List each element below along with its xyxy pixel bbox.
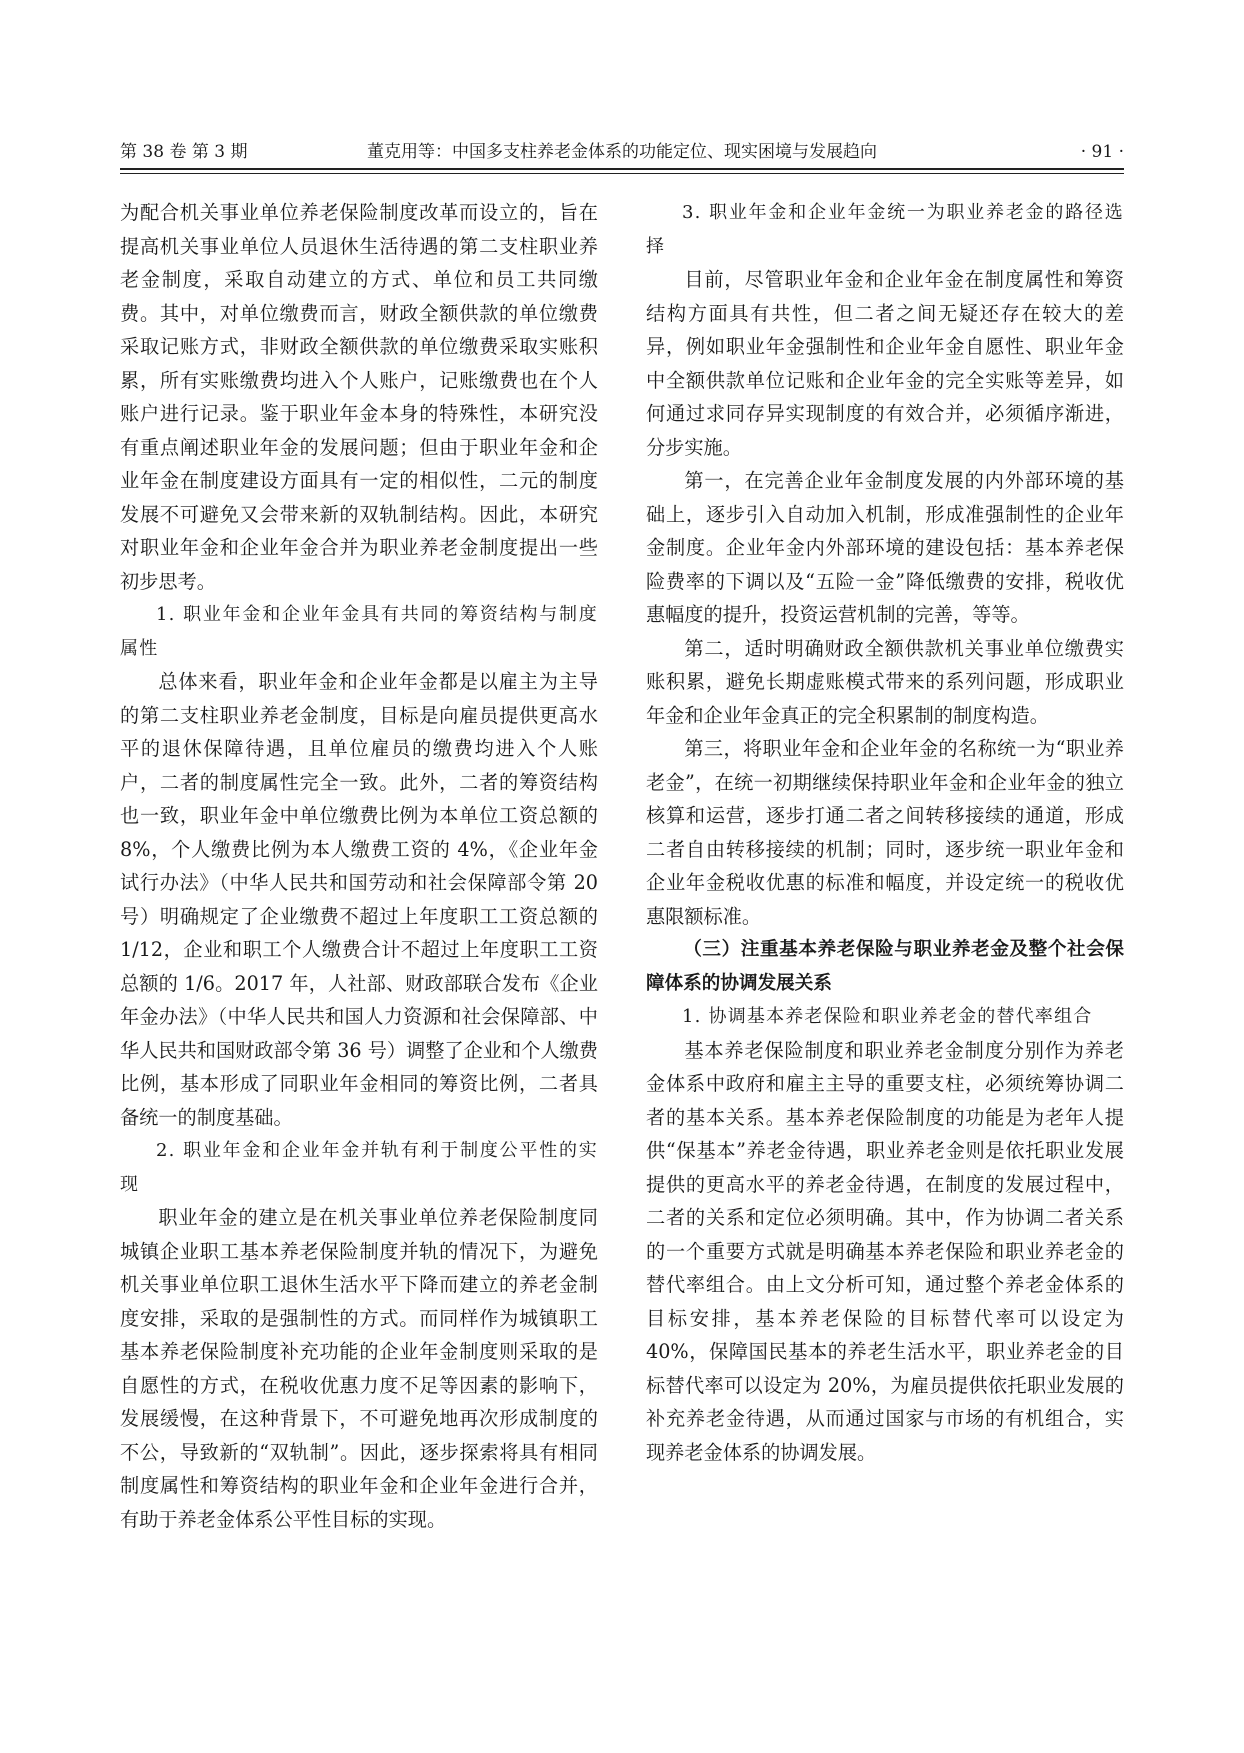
paragraph: 基本养老保险制度和职业养老金制度分别作为养老金体系中政府和雇主主导的重要支柱，必须统筹协调二者的基本关系。基本养老保险制度的功能是为老年人提供“保基本”养老金待遇，职业养老金则是依托职业发展提供的更高水平的养老金待遇，在制度的发展过程中，二者的关系和定位必须明确。其中，作为协调二者关系的一个重要方式就是明确基本养老保险和职业养老金的替代率组合。由上文分析可知，通过整个养老金体系的目标安排，基本养老保险的目标替代率可以设定为 40%，保障国民基本的养老生活水平，职业养老金的目标替代率可以设定为 20%，为雇员提供依托职业发展的补充养老金待遇，从而通过国家与市场的有机组合，实现养老金体系的协调发展。 [646, 1038, 1124, 1464]
left-column [120, 196, 598, 1536]
header-rule-thin [120, 173, 1124, 174]
running-header [120, 137, 1124, 167]
subheading: 3. 职业年金和企业年金统一为职业养老金的路径选择 [646, 202, 1124, 257]
header-article-title: 董克用等：中国多支柱养老金体系的功能定位、现实困境与发展趋向 [367, 142, 877, 162]
paragraph: 目前，尽管职业年金和企业年金在制度属性和筹资结构方面具有共性，但二者之间无疑还存在较大的差异，例如职业年金强制性和企业年金自愿性、职业年金中全额供款单位记账和企业年金的完全实账等差异，如何通过求同存异实现制度的有效合并，必须循序渐进，分步实施。 [646, 268, 1124, 459]
subheading: 2. 职业年金和企业年金并轨有利于制度公平性的实现 [120, 1140, 598, 1195]
header-rule-thick [120, 168, 1124, 170]
section-heading: （三）注重基本养老保险与职业养老金及整个社会保障体系的协调发展关系 [646, 939, 1124, 994]
subheading: 1. 协调基本养老保险和职业养老金的替代率组合 [682, 1006, 1093, 1027]
paragraph: 第二，适时明确财政全额供款机关事业单位缴费实账积累，避免长期虚账模式带来的系列问题，形成职业年金和企业年金真正的完全积累制的制度构造。 [646, 636, 1124, 727]
paragraph: 第三，将职业年金和企业年金的名称统一为“职业养老金”，在统一初期继续保持职业年金和企业年金的独立核算和运营，逐步打通二者之间转移接续的通道，形成二者自由转移接续的机制；同时，逐步统一职业年金和企业年金税收优惠的标准和幅度，并设定统一的税收优惠限额标准。 [646, 737, 1124, 928]
paragraph: 总体来看，职业年金和企业年金都是以雇主为主导的第二支柱职业养老金制度，目标是向雇员提供更高水平的退休保障待遇，且单位雇员的缴费均进入个人账户，二者的制度属性完全一致。此外，二者的筹资结构也一致，职业年金中单位缴费比例为本单位工资总额的 8%，个人缴费比例为本人缴费工资的 4%，《企业年金试行办法》（中华人民共和国劳动和社会保障部令第 20 号）明确规定了企业缴费不超过上年度职工工资总额的 1/12，企业和职工个人缴费合计不超过上年度职工工资总额的 1/6。2017 年，人社部、财政部联合发布《企业年金办法》（中华人民共和国人力资源和社会保障部、中华人民共和国财政部令第 36 号）调整了企业和个人缴费比例，基本形成了同职业年金相同的筹资比例，二者具备统一的制度基础。 [120, 670, 598, 1129]
paragraph: 第一，在完善企业年金制度发展的内外部环境的基础上，逐步引入自动加入机制，形成准强制性的企业年金制度。企业年金内外部环境的建设包括：基本养老保险费率的下调以及“五险一金”降低缴费的安排，税收优惠幅度的提升，投资运营机制的完善，等等。 [646, 469, 1124, 626]
subheading: 1. 职业年金和企业年金具有共同的筹资结构与制度属性 [120, 604, 598, 659]
paragraph: 职业年金的建立是在机关事业单位养老保险制度同城镇企业职工基本养老保险制度并轨的情况下，为避免机关事业单位职工退休生活水平下降而建立的养老金制度安排，采取的是强制性的方式。而同样作为城镇职工基本养老保险制度补充功能的企业年金制度则采取的是自愿性的方式，在税收优惠力度不足等因素的影响下，发展缓慢，在这种背景下，不可避免地再次形成制度的不公，导致新的“双轨制”。因此，逐步探索将具有相同制度属性和筹资结构的职业年金和企业年金进行合并，有助于养老金体系公平性目标的实现。 [120, 1206, 598, 1531]
header-page-number: · 91 · [1080, 142, 1124, 162]
header-volume-issue: 第 38 卷 第 3 期 [120, 142, 248, 162]
paragraph: 为配合机关事业单位养老保险制度改革而设立的，旨在提高机关事业单位人员退休生活待遇的第二支柱职业养老金制度，采取自动建立的方式、单位和员工共同缴费。其中，对单位缴费而言，财政全额供款的单位缴费采取记账方式，非财政全额供款的单位缴费采取实账积累，所有实账缴费均进入个人账户，记账缴费也在个人账户进行记录。鉴于职业年金本身的特殊性，本研究没有重点阐述职业年金的发展问题；但由于职业年金和企业年金在制度建设方面具有一定的相似性，二元的制度发展不可避免又会带来新的双轨制结构。因此，本研究对职业年金和企业年金合并为职业养老金制度提出一些初步思考。 [120, 201, 598, 593]
right-column [646, 196, 1124, 1469]
